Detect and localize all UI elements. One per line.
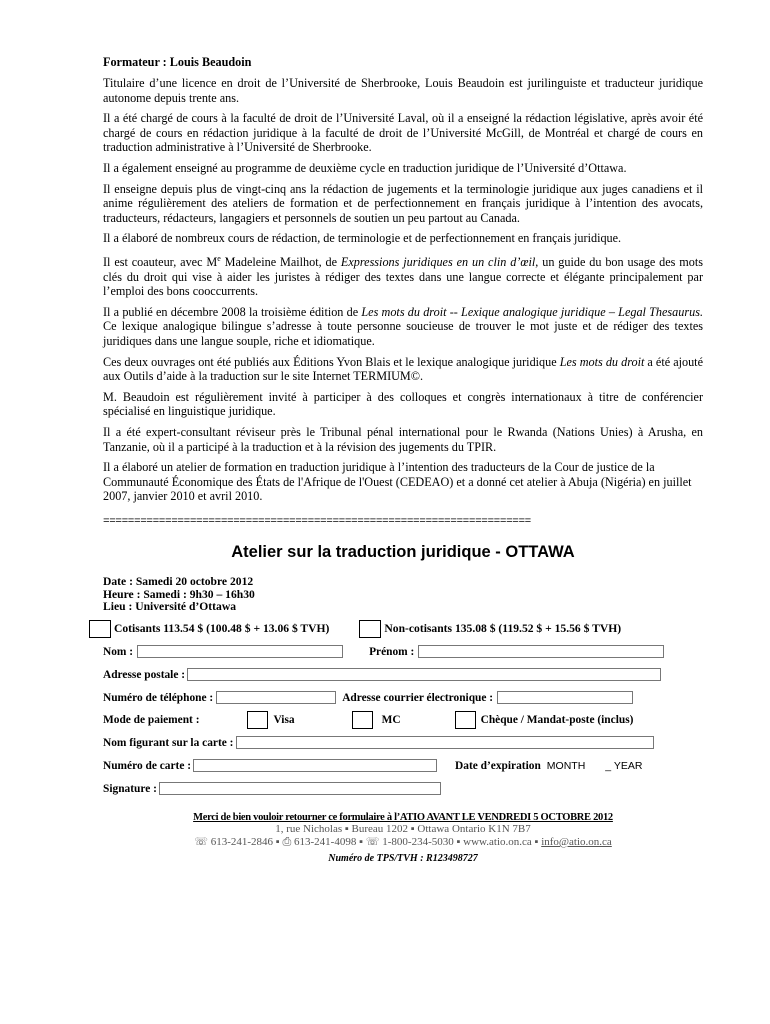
form-footer <box>103 812 703 864</box>
phone-number: 613-241-2846 <box>210 835 274 848</box>
bio-paragraph-8 <box>103 355 703 384</box>
name-row <box>103 643 703 661</box>
bio-p7-text-a: Il a publié en décembre 2008 la troisième édition de <box>103 304 362 319</box>
separator-line: ===================================================================== <box>103 515 531 528</box>
members-fee-checkbox[interactable] <box>89 620 111 638</box>
event-date: Date : Samedi 20 octobre 2012 <box>103 574 254 588</box>
bullet-sep-2: ▪ <box>359 835 363 848</box>
expiration-year[interactable]: _ YEAR <box>605 759 643 772</box>
non-members-fee-checkbox[interactable] <box>359 620 381 638</box>
visa-checkbox[interactable] <box>247 711 268 729</box>
return-instructions: Merci de bien vouloir retourner ce formulaire à l’ATIO AVANT LE VENDREDI 5 OCTOBRE 2012 <box>193 811 613 823</box>
contact-row <box>103 689 703 707</box>
bio-paragraph-11: Il a élaboré un atelier de formation en traduction juridique à l’intention des traducteurs de la Cour de justice de la Communauté Économique des États de l'Afrique de l'Ouest (CEDEAO) et a donné cet atelier à Abuja (Nigéria) en juillet 2007, janvier 2010 et avril 2010. <box>103 460 692 504</box>
mc-label: MC <box>381 713 401 726</box>
card-name-label: Nom figurant sur la carte : <box>103 736 234 749</box>
bio-paragraph-3: Il a également enseigné au programme de deuxième cycle en traduction juridique de l’Université d’Ottawa. <box>103 160 627 175</box>
phone-icon: ☏ <box>194 835 208 848</box>
book-title-short: Les mots du droit <box>559 354 645 369</box>
trainer-heading: Formateur : Louis Beaudoin <box>103 55 252 69</box>
bio-paragraph-7 <box>103 305 703 349</box>
card-number-label: Numéro de carte : <box>103 759 192 772</box>
bio-paragraph-10: Il a été expert-consultant réviseur près le Tribunal pénal international pour le Rwanda (Nations Unies) à Arusha, en Tanzanie, où il a participé à la traduction et à la révision des jugements du TPIR. <box>103 424 703 454</box>
bio-paragraph-9: M. Beaudoin est régulièrement invité à participer à des colloques et congrès internationaux à titre de conférencier spécialisé en linguistique juridique. <box>103 389 703 419</box>
fax-number: 613-241-4098 <box>294 835 357 848</box>
fee-options <box>89 620 703 638</box>
card-name-field[interactable] <box>236 736 654 749</box>
bullet-sep-1: ▪ <box>275 835 280 848</box>
bio-paragraph-5: Il a élaboré de nombreux cours de rédaction, de terminologie et de perfectionnement en français juridique. <box>103 231 622 246</box>
bio-p6-text-b: Madeleine Mailhot, de <box>220 255 341 269</box>
telephone-label: Numéro de téléphone : <box>103 691 214 704</box>
signature-row <box>103 780 703 798</box>
bio-p6-text-c: , un guide du bon usage des mots clés du droit qui vise à aider les juristes à rédiger des textes dans une langue correcte et élégante principalement par l’emploi des bons cooccurrents. <box>103 255 703 299</box>
bio-paragraph-6 <box>103 252 703 299</box>
visa-label: Visa <box>273 713 295 726</box>
card-number-field[interactable] <box>193 759 437 772</box>
mc-checkbox[interactable] <box>352 711 373 729</box>
bio-paragraph-1: Titulaire d’une licence en droit de l’Université de Sherbrooke, Louis Beaudoin est jurilinguiste et traducteur juridique autonome depuis trente ans. <box>103 76 703 105</box>
non-members-fee-label: Non-cotisants 135.08 $ (119.52 $ + 15.56 $ TVH) <box>384 622 622 636</box>
bio-paragraph-4: Il enseigne depuis plus de vingt-cinq ans la rédaction de jugements et la terminologie juridique aux juges canadiens et il anime régulièrement des ateliers de formation et de perfectionnement en français juridique à l’intention des avocats, traducteurs, rédacteurs, langagiers et personnels de soutien un peu partout au Canada. <box>103 181 703 225</box>
members-fee-label: Cotisants 113.54 $ (100.48 $ + 13.06 $ TVH) <box>114 622 330 636</box>
bio-p6-sup: e <box>217 253 221 263</box>
tax-number: Numéro de TPS/TVH : R123498727 <box>328 852 478 864</box>
bullet-sep-3: ▪ <box>456 835 461 848</box>
bio-paragraph-2: Il a été chargé de cours à la faculté de droit de l’Université Laval, où il a enseigné la rédaction législative, après avoir été chargé de cours en rédaction juridique à la faculté de droit de l’Université McGill, de Montréal et chargé de cours en traduction administrative à l’Université de Sherbrooke. <box>103 111 703 155</box>
cheque-checkbox[interactable] <box>455 711 476 729</box>
tollfree-icon: ☏ <box>365 835 380 848</box>
telephone-field[interactable] <box>216 691 336 704</box>
book-title-mots-du-droit: Les mots du droit -- Lexique analogique juridique – Legal Thesaurus. <box>361 304 703 319</box>
address-row <box>103 666 703 684</box>
adresse-label: Adresse postale : <box>103 668 186 681</box>
courriel-label: Adresse courrier électronique : <box>342 691 494 704</box>
expiration-label: Date d’expiration <box>455 759 541 772</box>
signature-label: Signature : <box>103 782 157 795</box>
event-details <box>103 576 703 614</box>
book-title-expressions: Expressions juridiques en un clin d’œil <box>340 255 536 269</box>
prenom-field[interactable] <box>418 645 664 658</box>
workshop-title: Atelier sur la traduction juridique - OTTAWA <box>231 542 575 561</box>
event-location: Lieu : Université d’Ottawa <box>103 600 236 614</box>
courriel-field[interactable] <box>497 691 633 704</box>
tollfree-number: 1-800-234-5030 <box>382 835 454 848</box>
bio-p8-text-a: Ces deux ouvrages ont été publiés aux Éditions Yvon Blais et le lexique analogique juridique <box>103 354 560 369</box>
signature-field[interactable] <box>159 782 441 795</box>
card-name-row <box>103 734 703 752</box>
payment-row <box>103 711 703 729</box>
payment-mode-label: Mode de paiement : <box>103 713 200 726</box>
atio-address: 1, rue Nicholas ▪ Bureau 1202 ▪ Ottawa Ontario K1N 7B7 <box>275 822 531 835</box>
bio-p6-text-a: Il est coauteur, avec M <box>103 255 218 269</box>
email-link[interactable]: info@atio.on.ca <box>541 835 612 848</box>
atio-contacts <box>103 836 703 849</box>
card-number-row <box>103 757 703 775</box>
fax-icon: ⎙ <box>282 835 292 848</box>
bio-p8-text-b: a été ajouté aux Outils d’aide à la traduction sur le site Internet TERMIUM©. <box>103 354 703 384</box>
bullet-sep-4: ▪ <box>534 835 539 848</box>
document-page <box>103 54 703 864</box>
bio-p7-text-b: Ce lexique analogique bilingue s’adresse à toute personne soucieuse de trouver le mot juste et de rédiger des textes juridiques dans une langue souple, riche et idiomatique. <box>103 319 703 348</box>
prenom-label: Prénom : <box>369 645 415 658</box>
cheque-label: Chèque / Mandat-poste (inclus) <box>480 713 634 726</box>
website: www.atio.on.ca <box>463 835 532 848</box>
nom-label: Nom : <box>103 645 134 658</box>
adresse-field[interactable] <box>187 668 661 681</box>
event-time: Heure : Samedi : 9h30 – 16h30 <box>103 587 255 601</box>
expiration-month[interactable]: MONTH <box>546 759 586 772</box>
nom-field[interactable] <box>137 645 343 658</box>
